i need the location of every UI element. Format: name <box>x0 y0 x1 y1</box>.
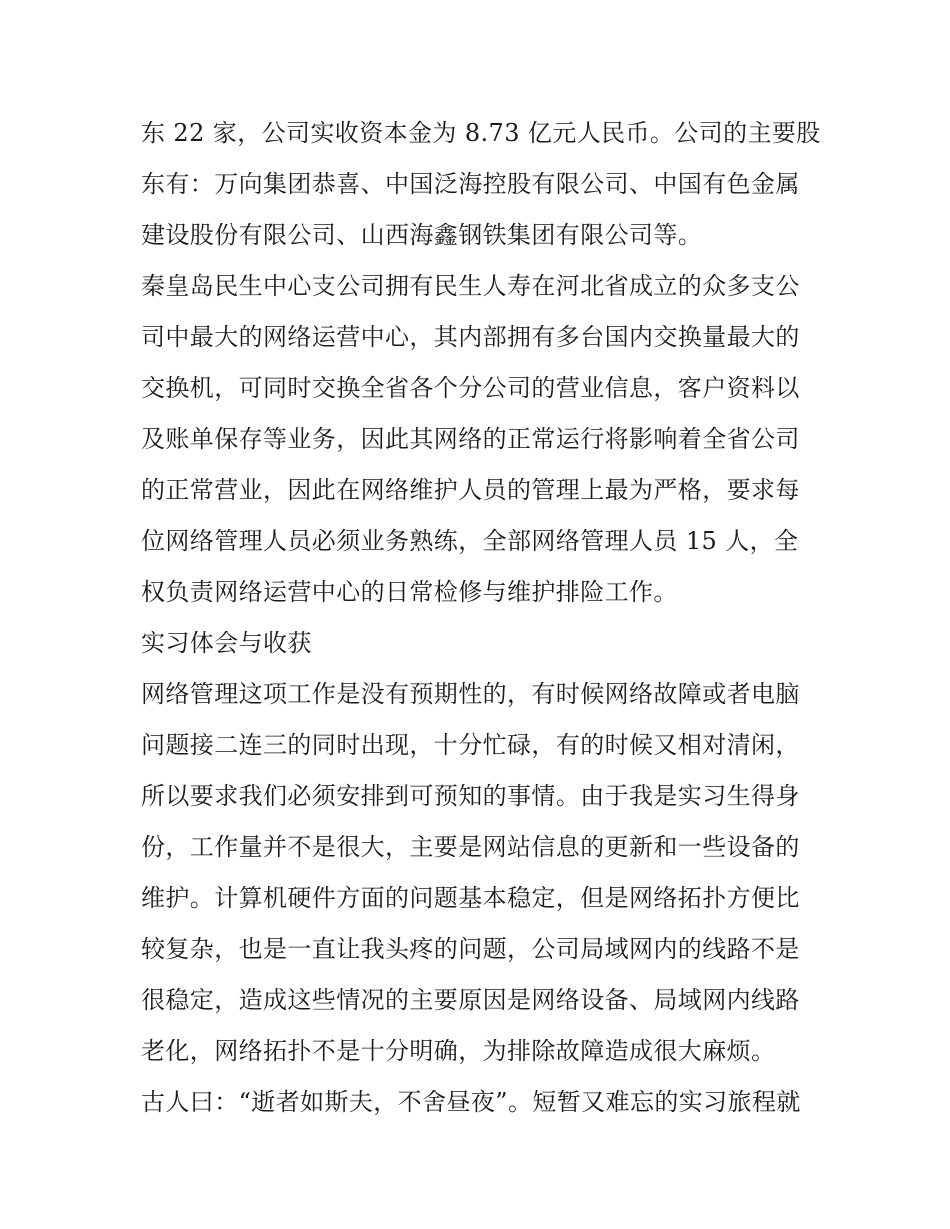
text-line: 东有：万向集团恭喜、中国泛海控股有限公司、中国有色金属 <box>141 170 800 198</box>
text-line: 网络管理这项工作是没有预期性的，有时候网络故障或者电脑 <box>141 680 800 708</box>
text-line: 权负责网络运营中心的日常检修与维护排险工作。 <box>141 578 678 606</box>
text-line: 古人曰：“逝者如斯夫，不舍昼夜”。短暂又难忘的实习旅程就 <box>141 1088 801 1116</box>
section-title: 实习体会与收获 <box>141 629 312 657</box>
text-line: 秦皇岛民生中心支公司拥有民生人寿在河北省成立的众多支公 <box>141 272 800 300</box>
text-line: 很稳定，造成这些情况的主要原因是网络设备、局域网内线路 <box>141 986 800 1014</box>
text-line: 份，工作量并不是很大，主要是网站信息的更新和一些设备的 <box>141 833 800 861</box>
text-line: 东 22 家，公司实收资本金为 8.73 亿元人民币。公司的主要股 <box>141 119 821 147</box>
text-line: 维护。计算机硬件方面的问题基本稳定，但是网络拓扑方便比 <box>141 884 800 912</box>
text-line: 建设股份有限公司、山西海鑫钢铁集团有限公司等。 <box>141 221 703 249</box>
text-line: 老化，网络拓扑不是十分明确，为排除故障造成很大麻烦。 <box>141 1037 776 1065</box>
text-line: 位网络管理人员必须业务熟练，全部网络管理人员 15 人，全 <box>141 527 799 555</box>
paragraph-shareholders <box>141 108 821 261</box>
document-body <box>141 108 821 1128</box>
text-line: 问题接二连三的同时出现，十分忙碌，有的时候又相对清闲， <box>141 731 800 759</box>
paragraph-closing <box>141 1077 821 1128</box>
text-line: 较复杂，也是一直让我头疼的问题，公司局域网内的线路不是 <box>141 935 800 963</box>
paragraph-experience <box>141 669 821 1077</box>
paragraph-network-center <box>141 261 821 618</box>
text-line: 交换机，可同时交换全省各个分公司的营业信息，客户资料以 <box>141 374 800 402</box>
section-heading <box>141 618 821 669</box>
text-line: 所以要求我们必须安排到可预知的事情。由于我是实习生得身 <box>141 782 800 810</box>
text-line: 司中最大的网络运营中心，其内部拥有多台国内交换量最大的 <box>141 323 800 351</box>
text-line: 的正常营业，因此在网络维护人员的管理上最为严格，要求每 <box>141 476 800 504</box>
text-line: 及账单保存等业务，因此其网络的正常运行将影响着全省公司 <box>141 425 800 453</box>
